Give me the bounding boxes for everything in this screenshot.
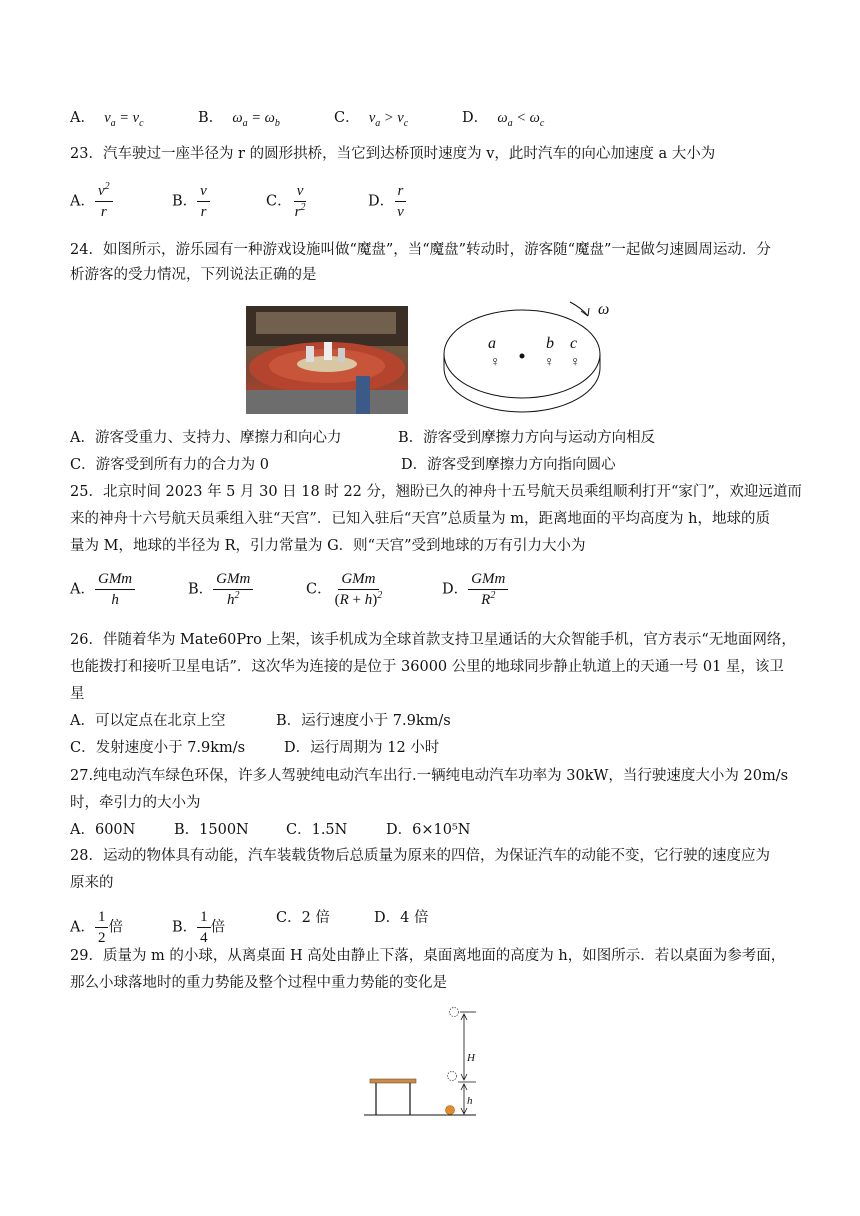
- q26-option-a: A．可以定点在北京上空: [70, 713, 226, 729]
- q25-option-b: B． $\frac{\text{GMm}}{h^2}$: [188, 570, 253, 609]
- falling-ball-diagram: [364, 1004, 494, 1122]
- svg-text:♀: ♀: [490, 355, 501, 370]
- q22-option-d: D． $\omega_a < \omega_c$: [462, 110, 545, 129]
- q26-stem-line3: 星: [70, 686, 85, 702]
- q25-stem-line3: 量为 M，地球的半径为 R，引力常量为 G．则“天宫”受到地球的万有引力大小为: [70, 538, 586, 554]
- q24-stem-line1: 24．如图所示，游乐园有一种游戏设施叫做“魔盘”，当“魔盘”转动时，游客随“魔盘”一起做匀速圆周运动．分: [70, 242, 771, 258]
- magic-disk-photo: [246, 306, 408, 414]
- q27-option-c: C．1.5N: [286, 822, 348, 838]
- q23-option-b: B． $\frac{v}{r}$: [172, 182, 210, 221]
- magic-disk-diagram: [438, 292, 618, 420]
- svg-text:♀: ♀: [570, 355, 581, 370]
- label-b: b: [546, 335, 554, 352]
- q26-stem-line1: 26．伴随着华为 Mate60Pro 上架，该手机成为全球首款支持卫星通话的大众智能手机，官方表示“无地面网络，: [70, 632, 796, 648]
- q29-stem-line1: 29．质量为 m 的小球，从离桌面 H 高处由静止下落，桌面离地面的高度为 h，如图所示．若以桌面为参考面，: [70, 948, 786, 964]
- height-h-label: h: [467, 1095, 473, 1107]
- q22-option-b: B． $\omega_a = \omega_b$: [198, 110, 280, 129]
- q25-stem-line1: 25．北京时间 2023 年 5 月 30 日 18 时 22 分，翘盼已久的神舟十五号航天员乘组顺利打开“家门”，欢迎远道而: [70, 484, 802, 500]
- q27-option-b: B．1500N: [174, 822, 249, 838]
- q24-option-a: A．游客受重力、支持力、摩擦力和向心力: [70, 430, 342, 446]
- q25-option-a: A． $\frac{\text{GMm}}{h}$: [70, 570, 135, 609]
- q28-stem-line1: 28．运动的物体具有动能，汽车装载货物后总质量为原来的四倍，为保证汽车的动能不变，它行驶的速度应为: [70, 848, 770, 864]
- q22-option-c: C． $v_a > v_c$: [334, 110, 409, 129]
- q29-stem-line2: 那么小球落地时的重力势能及整个过程中重力势能的变化是: [70, 975, 447, 991]
- label-a: a: [488, 335, 496, 352]
- q23-option-d: D． $\frac{r}{v}$: [368, 182, 407, 221]
- q26-option-c: C．发射速度小于 7.9km/s: [70, 740, 246, 756]
- q27-stem-line2: 时，牵引力的大小为: [70, 795, 201, 811]
- q24-option-c: C．游客受到所有力的合力为 0: [70, 457, 269, 473]
- q23-option-a: A． $\frac{v^2}{r}$: [70, 182, 113, 221]
- q25-option-d: D． $\frac{\text{GMm}}{R^2}$: [442, 570, 508, 609]
- q26-option-b: B．运行速度小于 7.9km/s: [276, 713, 451, 729]
- q25-option-c: C． $\frac{\text{GMm}}{(R + h)^2}$: [306, 571, 383, 608]
- q24-option-d: D．游客受到摩擦力方向指向圆心: [401, 457, 616, 473]
- q25-stem-line2: 来的神舟十六号航天员乘组入驻“天宫”．已知入驻后“天宫”总质量为 m，距离地面的平均高度为 h，地球的质: [70, 511, 770, 527]
- q28-option-a: A． $\frac{1}{2}$ 倍: [70, 909, 123, 946]
- q23-stem: 23．汽车驶过一座半径为 r 的圆形拱桥，当它到达桥顶时速度为 v，此时汽车的向心加速度 a 大小为: [70, 146, 716, 162]
- q28-option-b: B． $\frac{1}{4}$ 倍: [172, 909, 226, 946]
- q22-option-a: A． $v_a = v_c$: [70, 110, 144, 129]
- svg-text:♀: ♀: [544, 355, 555, 370]
- omega-label: ω: [598, 301, 610, 318]
- height-H-label: H: [467, 1052, 475, 1064]
- q27-option-d: D．6×10⁵N: [386, 822, 471, 838]
- q26-option-d: D．运行周期为 12 小时: [284, 740, 440, 756]
- q28-stem-line2: 原来的: [70, 875, 114, 891]
- label-c: c: [570, 335, 578, 352]
- q27-option-a: A．600N: [70, 822, 136, 838]
- q28-option-c: C．2 倍: [276, 910, 330, 926]
- q23-option-c: C． $\frac{v}{r^2}$: [266, 183, 306, 220]
- q27-stem-line1: 27.纯电动汽车绿色环保，许多人驾驶纯电动汽车出行.一辆纯电动汽车功率为 30kW，当行驶速度大小为 20m/s: [70, 768, 789, 784]
- q26-stem-line2: 也能拨打和接听卫星电话”．这次华为连接的是位于 36000 公里的地球同步静止轨道上的天通一号 01 星，该卫: [70, 659, 784, 675]
- q28-option-d: D．4 倍: [374, 910, 429, 926]
- q24-option-b: B．游客受到摩擦力方向与运动方向相反: [398, 430, 656, 446]
- q24-stem-line2: 析游客的受力情况，下列说法正确的是: [70, 267, 317, 283]
